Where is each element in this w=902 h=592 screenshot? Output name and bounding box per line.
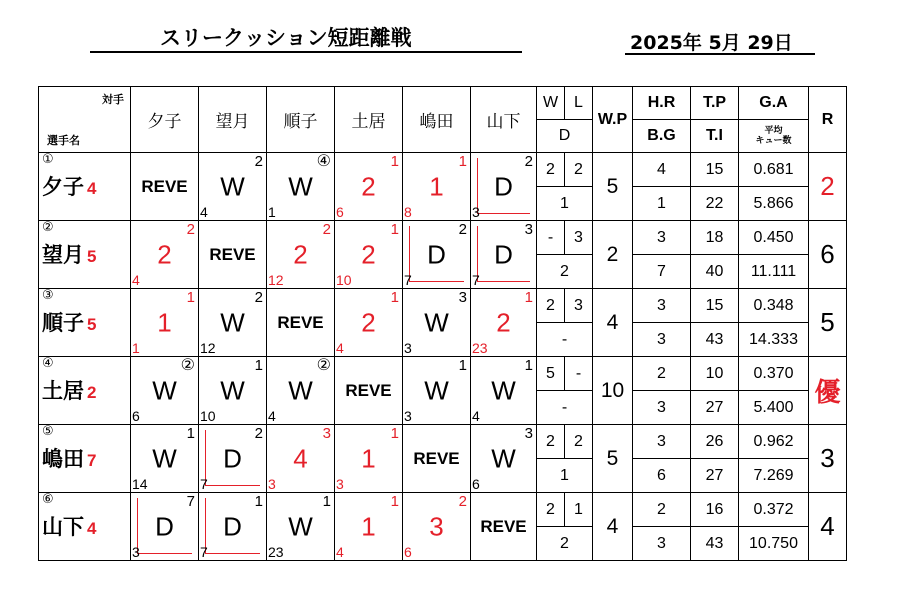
- innings-count: 1: [524, 289, 533, 306]
- innings-count: 1: [390, 493, 399, 510]
- match-cell: [335, 357, 403, 425]
- ga-cell: 0.681: [739, 153, 809, 187]
- rank-cell: 2: [809, 153, 847, 221]
- ti-cell: 22: [691, 187, 739, 221]
- player-name: [42, 375, 96, 405]
- match-cell: [131, 153, 199, 221]
- match-cell: [199, 221, 267, 289]
- average-cell: 11.111: [739, 255, 809, 289]
- player-name-text: 山下: [42, 515, 84, 539]
- table-row: [39, 357, 847, 391]
- rank-cell: 3: [809, 425, 847, 493]
- innings-count: 7: [186, 493, 195, 510]
- tp-cell: 26: [691, 425, 739, 459]
- innings-count: 2: [254, 153, 263, 170]
- hr-cell: 3: [633, 289, 691, 323]
- match-result: D: [223, 511, 242, 541]
- match-cell: [471, 357, 537, 425]
- wp-header: W.P: [593, 87, 633, 153]
- self-match-label: REVE: [277, 312, 324, 332]
- innings-count: 3: [524, 221, 533, 238]
- innings-count: 1: [254, 493, 263, 510]
- player-handicap: 4: [87, 519, 97, 538]
- match-result: 1: [157, 307, 172, 337]
- points-scored: 4: [336, 544, 344, 560]
- average-header: [739, 120, 809, 153]
- innings-count: 1: [390, 425, 399, 442]
- match-result: 2: [361, 171, 376, 201]
- points-scored: 7: [472, 272, 480, 288]
- match-cell: [199, 357, 267, 425]
- bg-cell: 7: [633, 255, 691, 289]
- bg-cell: 3: [633, 527, 691, 561]
- match-cell: [335, 425, 403, 493]
- opponent-header: 土居: [335, 87, 403, 153]
- points-scored: 3: [132, 544, 140, 560]
- innings-count: 1: [390, 289, 399, 306]
- match-cell: [471, 425, 537, 493]
- player-cell: [39, 221, 131, 289]
- match-result: W: [288, 511, 313, 541]
- match-cell: [471, 493, 537, 561]
- innings-count: 2: [254, 425, 263, 442]
- rank-cell: 4: [809, 493, 847, 561]
- bg-header: B.G: [633, 120, 691, 153]
- player-name-text: 順子: [42, 311, 84, 335]
- match-cell: [199, 289, 267, 357]
- ti-cell: 43: [691, 527, 739, 561]
- ga-cell: 0.450: [739, 221, 809, 255]
- player-name-text: 土居: [42, 379, 84, 403]
- match-cell: [199, 425, 267, 493]
- player-name-text: 嶋田: [42, 447, 84, 471]
- match-cell: [403, 289, 471, 357]
- tp-cell: 15: [691, 153, 739, 187]
- losses-cell: 3: [565, 221, 593, 255]
- points-scored: 10: [200, 408, 216, 424]
- page-title: スリークッション短距離戦: [160, 26, 412, 50]
- match-result: W: [288, 171, 313, 201]
- points-scored: 4: [200, 204, 208, 220]
- match-cell: [403, 357, 471, 425]
- innings-count: 1: [254, 357, 263, 374]
- player-handicap: 2: [87, 383, 97, 402]
- losses-cell: -: [565, 357, 593, 391]
- average-cell: 10.750: [739, 527, 809, 561]
- match-result: D: [427, 239, 446, 269]
- innings-count: ②: [180, 357, 195, 374]
- wins-header: W: [537, 87, 565, 120]
- innings-count: 1: [390, 221, 399, 238]
- match-result: W: [491, 443, 516, 473]
- points-scored: 4: [472, 408, 480, 424]
- tp-header: T.P: [691, 87, 739, 120]
- player-cell: [39, 493, 131, 561]
- table-row: [39, 425, 847, 459]
- match-cell: [335, 289, 403, 357]
- wp-cell: 5: [593, 425, 633, 493]
- player-name: [42, 307, 96, 337]
- points-scored: 3: [336, 476, 344, 492]
- match-result: 1: [361, 511, 376, 541]
- match-result: 1: [429, 171, 444, 201]
- draws-cell: 2: [537, 255, 593, 289]
- draws-cell: 1: [537, 187, 593, 221]
- ga-cell: 0.372: [739, 493, 809, 527]
- match-result: W: [288, 375, 313, 405]
- match-cell: [267, 289, 335, 357]
- wp-cell: 5: [593, 153, 633, 221]
- match-cell: [403, 221, 471, 289]
- bg-cell: 1: [633, 187, 691, 221]
- match-cell: [131, 221, 199, 289]
- match-result: W: [424, 307, 449, 337]
- match-cell: [131, 357, 199, 425]
- ga-header: G.A: [739, 87, 809, 120]
- losses-cell: 3: [565, 289, 593, 323]
- innings-count: 2: [254, 289, 263, 306]
- player-cell: [39, 289, 131, 357]
- points-scored: 1: [132, 340, 140, 356]
- table-row: [39, 289, 847, 323]
- rank-cell: 優: [809, 357, 847, 425]
- opponent-header: 嶋田: [403, 87, 471, 153]
- match-result: W: [220, 171, 245, 201]
- average-cell: 5.866: [739, 187, 809, 221]
- points-scored: 3: [268, 476, 276, 492]
- losses-header: L: [565, 87, 593, 120]
- match-result: W: [424, 375, 449, 405]
- wp-cell: 2: [593, 221, 633, 289]
- points-scored: 3: [404, 408, 412, 424]
- corner-cell: [39, 87, 131, 153]
- match-result: D: [155, 511, 174, 541]
- ga-cell: 0.962: [739, 425, 809, 459]
- innings-count: 3: [458, 289, 467, 306]
- player-cell: [39, 425, 131, 493]
- player-handicap: 7: [87, 451, 97, 470]
- match-cell: [471, 153, 537, 221]
- innings-count: 1: [458, 153, 467, 170]
- match-result: W: [220, 307, 245, 337]
- table-row: [39, 493, 847, 527]
- match-result: 4: [293, 443, 308, 473]
- ti-cell: 27: [691, 459, 739, 493]
- innings-count: 2: [186, 221, 195, 238]
- player-name-text: 夕子: [42, 175, 84, 199]
- average-cell: 7.269: [739, 459, 809, 493]
- wins-cell: -: [537, 221, 565, 255]
- match-result: 2: [361, 239, 376, 269]
- match-cell: [403, 493, 471, 561]
- player-name: [42, 443, 96, 473]
- innings-count: ④: [316, 153, 331, 170]
- match-cell: [267, 425, 335, 493]
- average-cell: 5.400: [739, 391, 809, 425]
- table-row: [39, 221, 847, 255]
- rank-cell: 6: [809, 221, 847, 289]
- player-number: ①: [42, 152, 54, 167]
- points-scored: 3: [472, 204, 480, 220]
- average-label: 平均: [764, 126, 783, 136]
- points-scored: 7: [200, 544, 208, 560]
- bg-cell: 6: [633, 459, 691, 493]
- self-match-label: REVE: [345, 380, 392, 400]
- player-name: [42, 239, 96, 269]
- innings-count: 1: [458, 357, 467, 374]
- match-cell: [267, 357, 335, 425]
- hr-header: H.R: [633, 87, 691, 120]
- tp-cell: 15: [691, 289, 739, 323]
- ti-cell: 27: [691, 391, 739, 425]
- innings-count: 1: [524, 357, 533, 374]
- player-handicap: 5: [87, 247, 97, 266]
- points-scored: 6: [404, 544, 412, 560]
- points-scored: 14: [132, 476, 148, 492]
- match-cell: [267, 493, 335, 561]
- wins-cell: 2: [537, 153, 565, 187]
- draws-header: D: [537, 120, 593, 153]
- points-scored: 7: [404, 272, 412, 288]
- match-cell: [267, 221, 335, 289]
- hr-cell: 3: [633, 221, 691, 255]
- wp-cell: 4: [593, 493, 633, 561]
- cue-count-label: キュー数: [755, 136, 792, 146]
- corner-opponent-label: 対手: [102, 93, 124, 106]
- match-result: 2: [293, 239, 308, 269]
- points-scored: 6: [132, 408, 140, 424]
- match-cell: [267, 153, 335, 221]
- innings-count: 2: [458, 221, 467, 238]
- match-result: 2: [157, 239, 172, 269]
- match-result: W: [152, 375, 177, 405]
- hr-cell: 3: [633, 425, 691, 459]
- player-cell: [39, 357, 131, 425]
- table-row: [39, 153, 847, 187]
- match-cell: [335, 493, 403, 561]
- points-scored: 8: [404, 204, 412, 220]
- match-result: D: [223, 443, 242, 473]
- innings-count: 2: [322, 221, 331, 238]
- match-cell: [335, 221, 403, 289]
- innings-count: 2: [458, 493, 467, 510]
- player-number: ②: [42, 220, 54, 235]
- average-cell: 14.333: [739, 323, 809, 357]
- match-result: 2: [496, 307, 511, 337]
- player-name-text: 望月: [42, 243, 84, 267]
- points-scored: 6: [472, 476, 480, 492]
- ti-cell: 40: [691, 255, 739, 289]
- opponent-header: 山下: [471, 87, 537, 153]
- player-cell: [39, 153, 131, 221]
- draws-cell: 2: [537, 527, 593, 561]
- match-result: D: [494, 239, 513, 269]
- match-cell: [403, 425, 471, 493]
- points-scored: 12: [268, 272, 284, 288]
- self-match-label: REVE: [413, 448, 460, 468]
- points-scored: 7: [200, 476, 208, 492]
- draws-cell: -: [537, 391, 593, 425]
- innings-count: 3: [322, 425, 331, 442]
- points-scored: 4: [336, 340, 344, 356]
- match-result: W: [220, 375, 245, 405]
- player-handicap: 5: [87, 315, 97, 334]
- tp-cell: 16: [691, 493, 739, 527]
- hr-cell: 2: [633, 493, 691, 527]
- bg-cell: 3: [633, 323, 691, 357]
- player-number: ⑥: [42, 492, 54, 507]
- points-scored: 3: [404, 340, 412, 356]
- losses-cell: 1: [565, 493, 593, 527]
- wins-cell: 5: [537, 357, 565, 391]
- wins-cell: 2: [537, 289, 565, 323]
- bg-cell: 3: [633, 391, 691, 425]
- match-result: 2: [361, 307, 376, 337]
- wp-cell: 4: [593, 289, 633, 357]
- innings-count: 1: [322, 493, 331, 510]
- match-cell: [471, 289, 537, 357]
- innings-count: 2: [524, 153, 533, 170]
- innings-count: 1: [186, 289, 195, 306]
- match-cell: [131, 289, 199, 357]
- ga-cell: 0.370: [739, 357, 809, 391]
- match-cell: [131, 493, 199, 561]
- match-cell: [199, 153, 267, 221]
- player-number: ④: [42, 356, 54, 371]
- player-number: ③: [42, 288, 54, 303]
- rank-header: R: [809, 87, 847, 153]
- points-scored: 10: [336, 272, 352, 288]
- match-cell: [131, 425, 199, 493]
- match-cell: [199, 493, 267, 561]
- match-cell: [335, 153, 403, 221]
- draws-cell: -: [537, 323, 593, 357]
- match-result: W: [152, 443, 177, 473]
- player-name: [42, 171, 96, 201]
- match-result: W: [491, 375, 516, 405]
- innings-count: 1: [186, 425, 195, 442]
- losses-cell: 2: [565, 425, 593, 459]
- player-handicap: 4: [87, 179, 97, 198]
- title-underline: [90, 51, 522, 53]
- ti-header: T.I: [691, 120, 739, 153]
- self-match-label: REVE: [209, 244, 256, 264]
- wp-cell: 10: [593, 357, 633, 425]
- tp-cell: 10: [691, 357, 739, 391]
- innings-count: 1: [390, 153, 399, 170]
- ti-cell: 43: [691, 323, 739, 357]
- player-name: [42, 511, 96, 541]
- opponent-header: 夕子: [131, 87, 199, 153]
- points-scored: 1: [268, 204, 276, 220]
- opponent-header: 順子: [267, 87, 335, 153]
- self-match-label: REVE: [480, 516, 527, 536]
- points-scored: 6: [336, 204, 344, 220]
- points-scored: 4: [268, 408, 276, 424]
- losses-cell: 2: [565, 153, 593, 187]
- wins-cell: 2: [537, 493, 565, 527]
- score-table: [38, 86, 847, 561]
- points-scored: 12: [200, 340, 216, 356]
- tp-cell: 18: [691, 221, 739, 255]
- hr-cell: 4: [633, 153, 691, 187]
- match-cell: [403, 153, 471, 221]
- opponent-header: 望月: [199, 87, 267, 153]
- wins-cell: 2: [537, 425, 565, 459]
- hr-cell: 2: [633, 357, 691, 391]
- date-underline: [625, 53, 815, 55]
- match-result: D: [494, 171, 513, 201]
- innings-count: 3: [524, 425, 533, 442]
- self-match-label: REVE: [141, 176, 188, 196]
- ga-cell: 0.348: [739, 289, 809, 323]
- corner-player-label: 選手名: [47, 134, 80, 147]
- player-number: ⑤: [42, 424, 54, 439]
- date-text: 2025年 5月 29日: [630, 32, 793, 54]
- points-scored: 23: [268, 544, 284, 560]
- innings-count: ②: [316, 357, 331, 374]
- match-result: 1: [361, 443, 376, 473]
- draws-cell: 1: [537, 459, 593, 493]
- match-cell: [471, 221, 537, 289]
- points-scored: 23: [472, 340, 488, 356]
- rank-cell: 5: [809, 289, 847, 357]
- match-result: 3: [429, 511, 444, 541]
- points-scored: 4: [132, 272, 140, 288]
